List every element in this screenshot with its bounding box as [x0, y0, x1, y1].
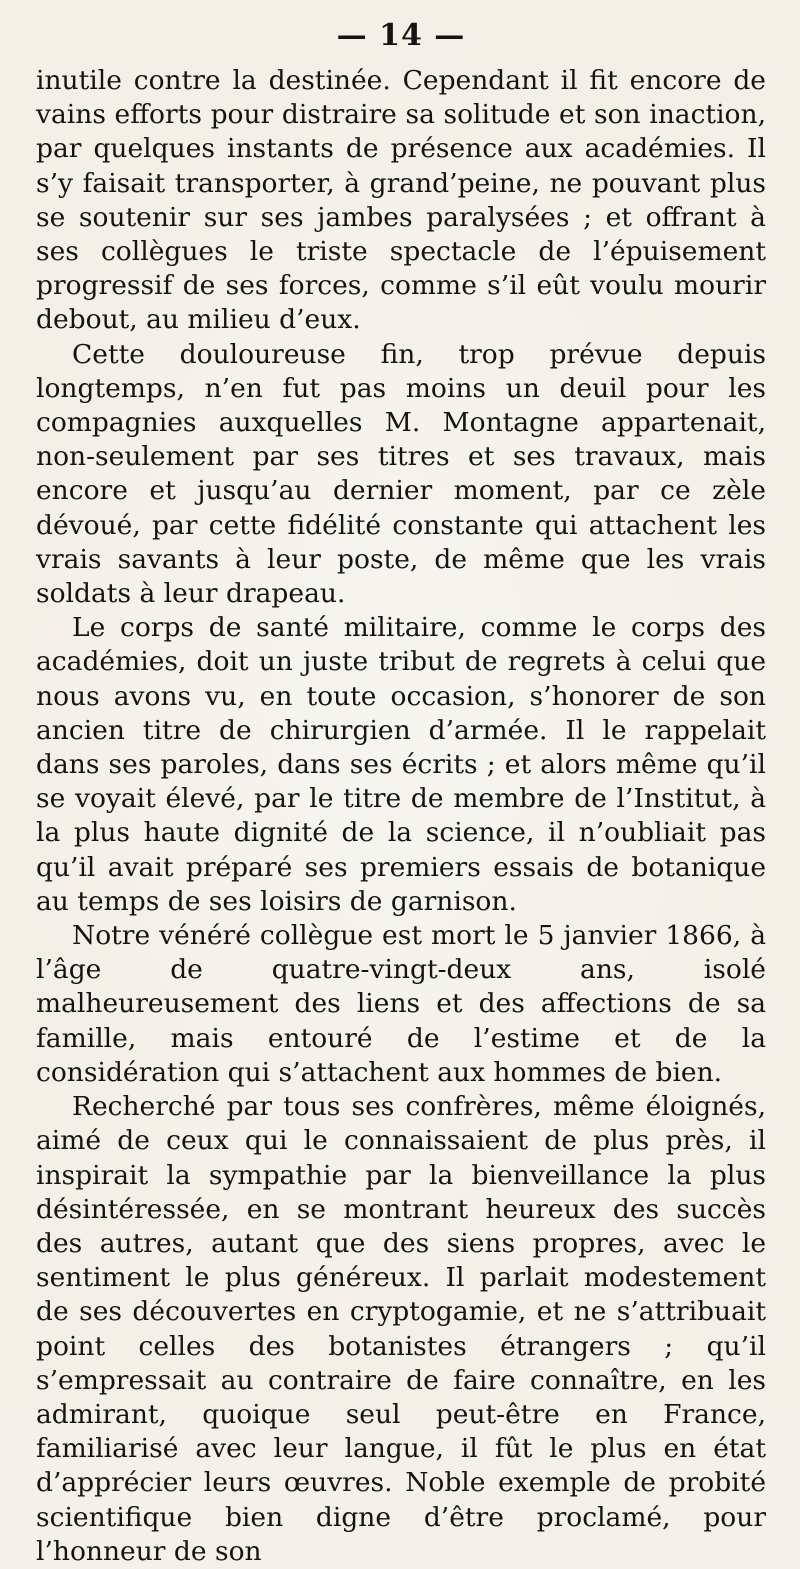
paragraph-5: Recherché par tous ses confrères, même éloignés, aimé de ceux qui le connaissaient de plus près, il inspirait la sympathie par la bienveillance la plus désintéressée, en se montrant heureux des succès des autres, autant que des siens propres, avec le sentiment le plus généreux. Il parlait modestement de ses découvertes en cryptogamie, et ne s’attribuait point celles des botanistes étrangers ; qu’il s’empressait au contraire de faire connaître, en les admirant, quoique seul peut-être en France, familiarisé avec leur langue, il fût le plus en état d’apprécier leurs œuvres. Noble exemple de probité scientifique bien digne d’être proclamé, pour l’honneur de son — [36, 1091, 766, 1567]
paragraph-4: Notre vénéré collègue est mort le 5 janvier 1866, à l’âge de quatre-vingt-deux ans, isolé malheureusement des liens et des affections de sa famille, mais entouré de l’estime et de la considération qui s’attachent aux hommes de bien. — [36, 920, 766, 1088]
paragraph-1: inutile contre la destinée. Cependant il fit encore de vains efforts pour distraire sa solitude et son inaction, par quelques instants de présence aux académies. Il s’y faisait transporter, à grand’peine, ne pouvant plus se soutenir sur ses jambes paralysées ; et offrant à ses collègues le triste spectacle de l’épuisement progressif de ses forces, comme s’il eût voulu mourir debout, au milieu d’eux. — [36, 65, 766, 336]
paragraph-3: Le corps de santé militaire, comme le corps des académies, doit un juste tribut de regrets à celui que nous avons vu, en toute occasion, s’honorer de son ancien titre de chirurgien d’armée. Il le rappelait dans ses paroles, dans ses écrits ; et alors même qu’il se voyait élevé, par le titre de membre de l’Institut, à la plus haute dignité de la science, il n’oubliait pas qu’il avait préparé ses premiers essais de botanique au temps de ses loisirs de garnison. — [36, 612, 766, 917]
body-text — [36, 64, 766, 1569]
page-number: — 14 — — [336, 18, 466, 53]
paragraph-2: Cette douloureuse fin, trop prévue depuis longtemps, n’en fut pas moins un deuil pour les compagnies auxquelles M. Montagne appartenait, non-seulement par ses titres et ses travaux, mais encore et jusqu’au dernier moment, par ce zèle dévoué, par cette fidélité constante qui attachent les vrais savants à leur poste, de même que les vrais soldats à leur drapeau. — [36, 338, 766, 610]
